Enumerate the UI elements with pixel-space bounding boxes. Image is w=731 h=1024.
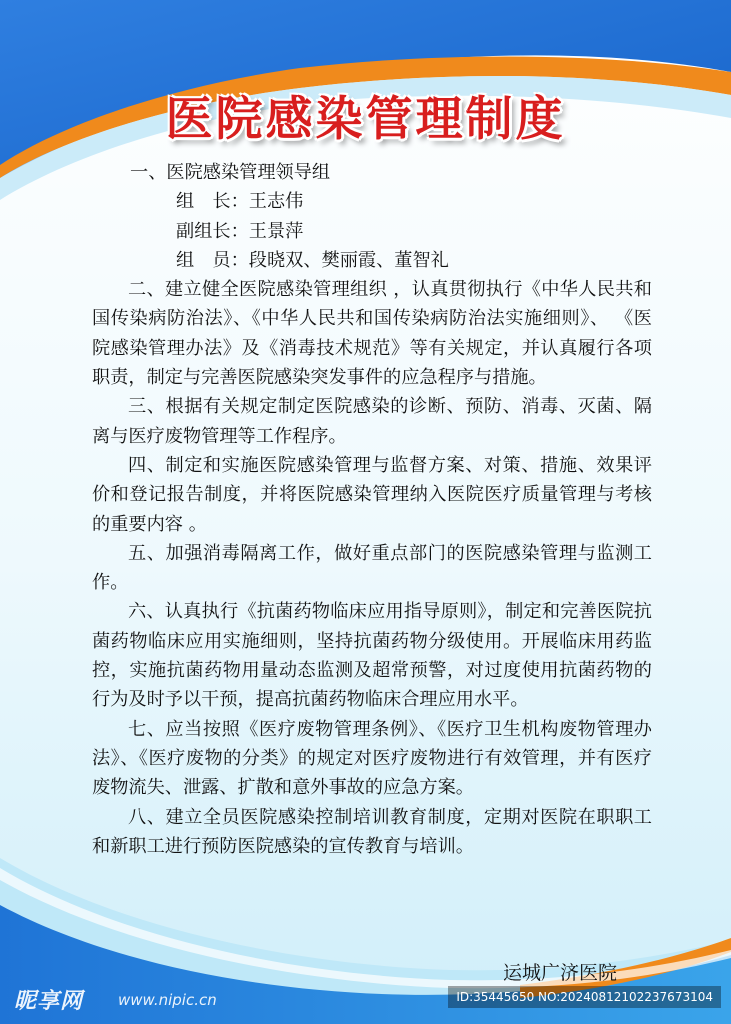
section-1-heading: 一、医院感染管理领导组 [130, 162, 331, 183]
watermark-url: www.nipic.cn [118, 991, 217, 1009]
section-7: 七、应当按照《医疗废物管理条例》、《医疗卫生机构废物管理办法》、《医疗废物的分类》的规定对医疗废物进行有效管理，并有医疗废物流失、泄露、扩散和意外事故的应急方案。 [92, 718, 652, 799]
watermark-id: ID:35445650 NO:20240812102237673104 [448, 986, 721, 1008]
watermark-logo: 昵享网 [14, 989, 84, 1014]
section-3: 三、根据有关规定制定医院感染的诊断、预防、消毒、灭菌、隔离与医疗废物管理等工作程序。 [92, 396, 652, 447]
poster-title: 医院感染管理制度 [165, 92, 566, 147]
leader-line: 组 长：王志伟 [176, 191, 304, 213]
section-6: 六、认真执行《抗菌药物临床应用指导原则》，制定和完善医院抗菌药物临床应用实施细则，坚持抗菌药物分级使用。开展临床用药监控，实施抗菌药物用量动态监测及超常预警，对过度使用抗菌药物的行为及时予以干预，提高抗菌药物临床合理应用水平。 [92, 601, 652, 711]
members-line: 组 员：段晓双、樊丽霞、董智礼 [176, 249, 449, 271]
section-8: 八、建立全员医院感染控制培训教育制度，定期对医院在职职工和新职工进行预防医院感染的宣传教育与培训。 [92, 806, 652, 857]
section-4: 四、制定和实施医院感染管理与监督方案、对策、措施、效果评价和登记报告制度，并将医院感染管理纳入医院医疗质量管理与考核的重要内容 。 [92, 454, 652, 535]
section-5: 五、加强消毒隔离工作，做好重点部门的医院感染管理与监测工作。 [92, 542, 652, 594]
deputy-leader-line: 副组长：王景萍 [176, 220, 304, 242]
section-2: 二、建立健全医院感染管理组织 ，认真贯彻执行《中华人民共和国传染病防治法》、《中华人民共和国传染病防治法实施细则》、 《医院感染管理办法》及《消毒技术规范》等有关规定，并认真履行各项职责，制定与完善医院感染突发事件的应急程序与措施。 [92, 279, 652, 389]
hospital-name: 运城广济医院 [503, 962, 618, 984]
regulation-text [92, 158, 652, 861]
